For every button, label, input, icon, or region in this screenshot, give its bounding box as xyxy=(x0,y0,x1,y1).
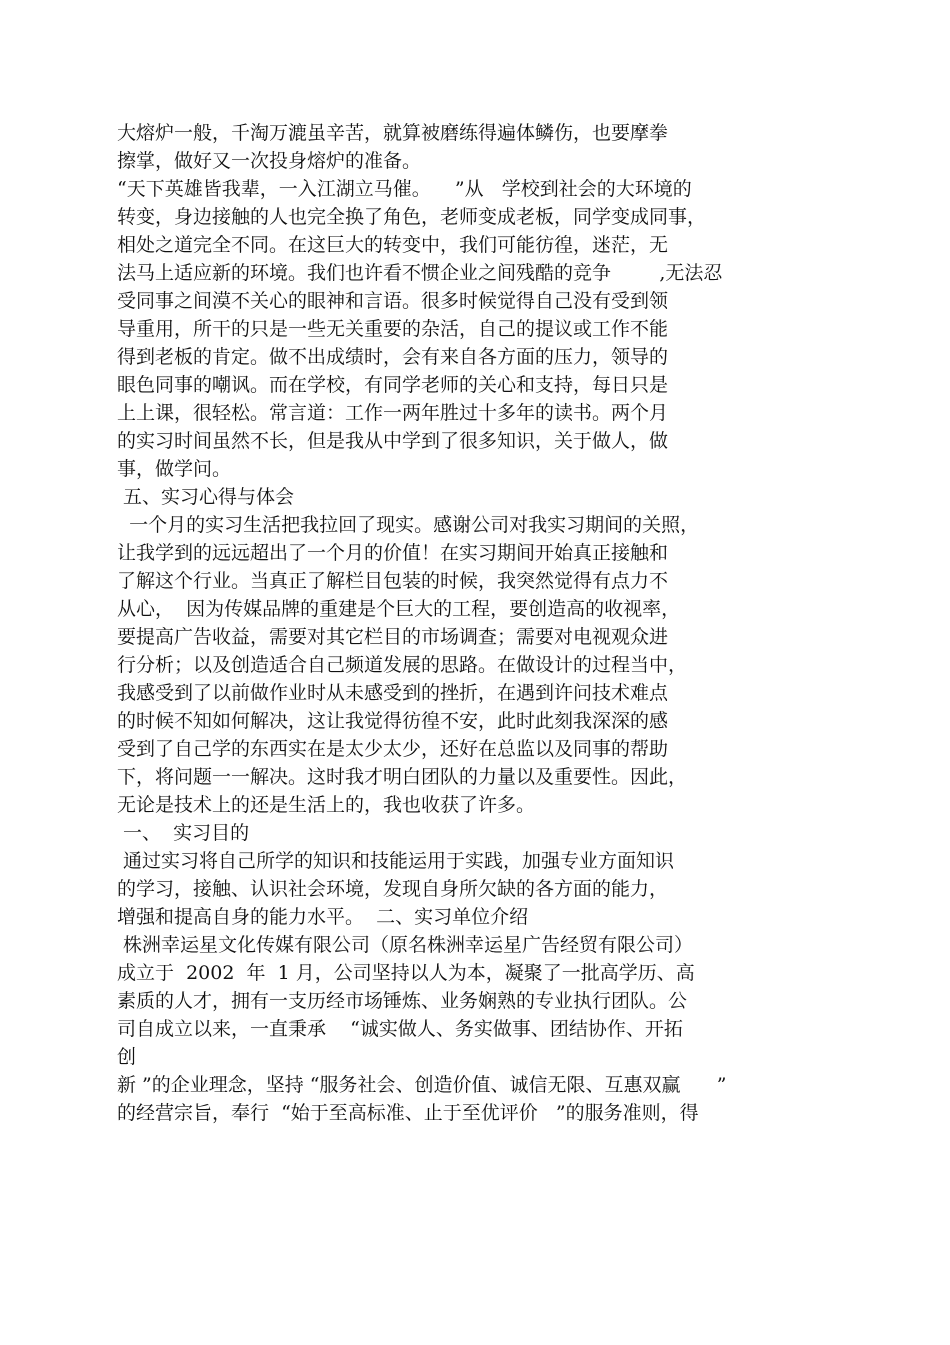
section-heading: 五、实习心得与体会 xyxy=(117,486,295,508)
text-line: 上上课，很轻松。常言道：工作一两年胜过十多年的读书。两个月 xyxy=(117,402,669,424)
text-line: “天下英雄皆我辈，一入江湖立马催。 ”从 学校到社会的大环境的 xyxy=(117,178,692,200)
text-line: 通过实习将自己所学的知识和技能运用于实践，加强专业方面知识 xyxy=(117,850,675,872)
text-line: 相处之道完全不同。在这巨大的转变中，我们可能彷徨，迷茫，无 xyxy=(117,234,669,256)
text-line: 眼色同事的嘲讽。而在学校，有同学老师的关心和支持，每日只是 xyxy=(117,374,669,396)
text-line: 受到了自己学的东西实在是太少太少，还好在总监以及同事的帮助 xyxy=(117,738,669,760)
text-line: 增强和提高自身的能力水平。 二、实习单位介绍 xyxy=(117,906,529,928)
text-line: 从心， 因为传媒品牌的重建是个巨大的工程，要创造高的收视率， xyxy=(117,598,681,620)
text-line: 大熔炉一般，千淘万漉虽辛苦，就算被磨练得遍体鳞伤，也要摩拳 xyxy=(117,122,669,144)
text-line: 导重用，所干的只是一些无关重要的杂活，自己的提议或工作不能 xyxy=(117,318,669,340)
text-line: 新 ”的企业理念，坚持 “服务社会、创造价值、诚信无限、互惠双赢 ” xyxy=(117,1074,727,1096)
text-line: 一个月的实习生活把我拉回了现实。感谢公司对我实习期间的关照， xyxy=(117,514,700,536)
text-line: 株洲幸运星文化传媒有限公司（原名株洲幸运星广告经贸有限公司） xyxy=(117,934,694,956)
text-line: 要提高广告收益，需要对其它栏目的市场调查；需要对电视观众进 xyxy=(117,626,669,648)
text-line: 下，将问题一一解决。这时我才明白团队的力量以及重要性。因此， xyxy=(117,766,688,788)
text-line: 了解这个行业。当真正了解栏目包装的时候，我突然觉得有点力不 xyxy=(117,570,669,592)
section-heading: 一、 实习目的 xyxy=(117,822,250,844)
text-line: 司自成立以来，一直秉承 “诚实做人、务实做事、团结协作、开拓 xyxy=(117,1018,683,1040)
text-line: 让我学到的远远超出了一个月的价值！在实习期间开始真正接触和 xyxy=(117,542,669,564)
text-line: 得到老板的肯定。做不出成绩时，会有来自各方面的压力，领导的 xyxy=(117,346,669,368)
text-line: 创 xyxy=(117,1046,137,1068)
text-line: 无论是技术上的还是生活上的，我也收获了许多。 xyxy=(117,794,536,816)
text-line: 的学习，接触、认识社会环境，发现自身所欠缺的各方面的能力， xyxy=(117,878,669,900)
text-line: 的经营宗旨，奉行 “始于至高标准、止于至优评价 ”的服务准则，得 xyxy=(117,1102,699,1124)
text-line: 的实习时间虽然不长，但是我从中学到了很多知识，关于做人，做 xyxy=(117,430,669,452)
text-line: 擦掌，做好又一次投身熔炉的准备。 xyxy=(117,150,422,172)
text-line: 转变，身边接触的人也完全换了角色，老师变成老板，同学变成同事， xyxy=(117,206,707,228)
text-line: 我感受到了以前做作业时从未感受到的挫折，在遇到许问技术难点 xyxy=(117,682,669,704)
text-line: 事，做学问。 xyxy=(117,458,232,480)
text-line: 的时候不知如何解决，这让我觉得彷徨不安，此时此刻我深深的感 xyxy=(117,710,669,732)
text-line: 法马上适应新的环境。我们也许看不惯企业之间残酷的竞争 ,无法忍 xyxy=(117,262,723,284)
text-line: 成立于 2002 年 1 月，公司坚持以人为本，凝聚了一批高学历、高 xyxy=(117,962,695,984)
text-line: 受同事之间漠不关心的眼神和言语。很多时候觉得自己没有受到领 xyxy=(117,290,669,312)
text-line: 行分析；以及创造适合自己频道发展的思路。在做设计的过程当中， xyxy=(117,654,688,676)
text-line: 素质的人才，拥有一支历经市场锤炼、业务娴熟的专业执行团队。公 xyxy=(117,990,688,1012)
